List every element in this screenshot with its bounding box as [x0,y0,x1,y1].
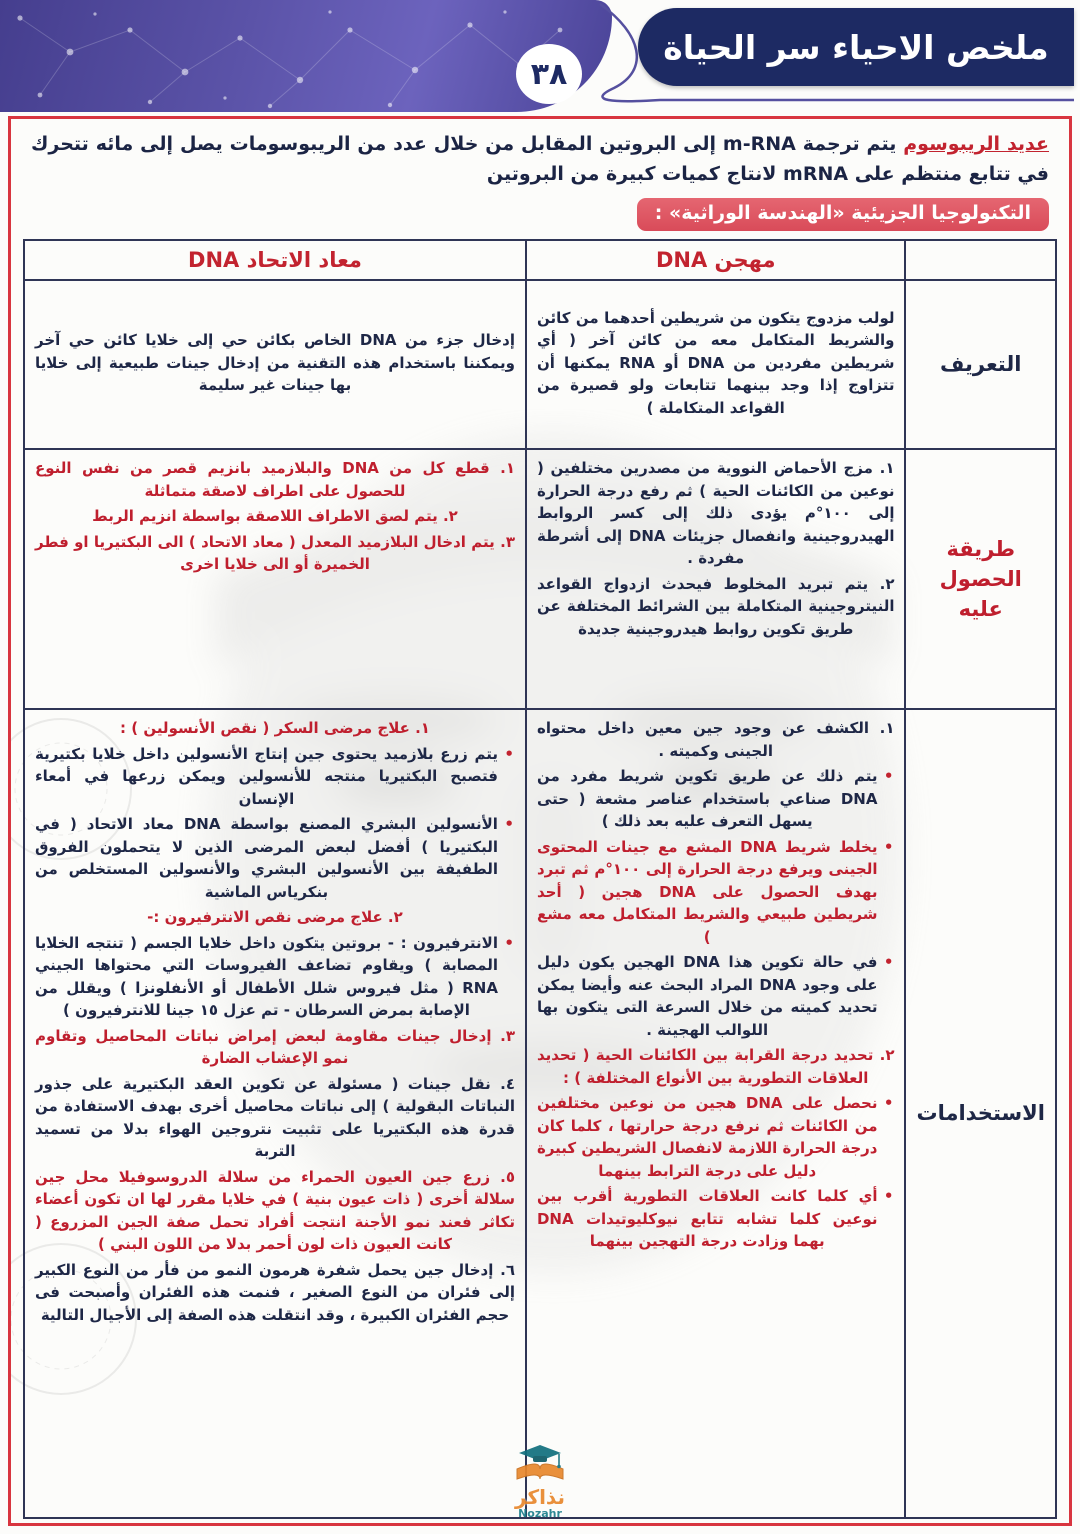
definition-row [24,280,1056,449]
method-hybrid-cell [526,449,906,709]
text-line: ٢. علاج مرضى نقص الانترفيرون :- [147,908,403,927]
text-line: ٢. يتم لصق الاطراف اللاصقة بواسطة انزيم الربط [92,507,458,526]
text-line: ٤. نقل جينات ( مسئولة عن تكوين العقد البكتيرية على جذور النباتات البقولية ) إلى نباتات محاصيل أخرى بهدف الاستفادة من قدرة هذه البكتيريا على تثبيت نتروجين الهواء بدلا من تسميد التربة [35,1074,515,1161]
text-line: • أي كلما كانت العلاقات التطورية أقرب بين نوعين كلما تشابه تتابع نيوكليوتيدات DNA بهما وزادت درجة التهجين بينهما [537,1185,895,1253]
text-line: طريقة الحصول عليه [939,536,1022,622]
intro-text: يتم ترجمة m-RNA إلى البروتين المقابل من خلال عدد من الريبوسومات يصل إلى مائه تتحرك في تتابع منتظم على mRNA لانتاج كميات كبيرة من البروتين [31,133,1049,186]
corner-cell [905,240,1056,280]
definition-hybrid-cell [526,280,906,449]
header-banner-graphic [0,0,612,112]
brand-latin-text: Nozahr [518,1506,562,1520]
text-line: • الأنسولين البشري المصنع بواسطة DNA معاد الاتحاد ( في البكتيريا ) أفضل لبعض المرضى الذين لا يتحملون الفروق الطفيفة بين الأنسولين البشري والأنسولين المستخلص من بنكرياس الماشية [35,813,515,903]
text-line: • يتم ذلك عن طريق تكوين شريط مفرد من DNA صناعي باستخدام عناصر مشعة ( حتى يسهل التعرف عليه بعد ذلك ) [537,765,895,833]
column-header-hybrid-dna: مهجن DNA [526,240,906,280]
brand-arabic-text: نذاكر [515,1484,565,1509]
text-line: ٢. تحديد درجة القرابة بين الكائنات الحية ( تحديد العلاقات التطورية بين الأنواع المختلفة ) : [536,1046,895,1087]
table-header-row [24,240,1056,280]
column-header-recombinant-dna: معاد الاتحاد DNA [24,240,526,280]
title-bar [638,8,1074,86]
text-line: ١. قطع كل من DNA والبلازميد بانزيم قصر من نفس النوع للحصول على اطراف لاصقة متماثلة [35,459,515,500]
row-label-method [905,449,1056,709]
text-line: • يتم زرع بلازميد يحتوى جين إنتاج الأنسولين داخل خلايا بكتيرية فتصبح البكتيريا منتجه للأنسولين ويمكن زرعها في أمعاء الإنسان [35,743,515,811]
page-title: ملخص الاحياء سر الحياة [663,27,1049,67]
row-label-uses [905,709,1056,1518]
method-recombinant-cell [24,449,526,709]
text-line: • في حالة تكوين هذا DNA الهجين يكون دليل على وجود DNA المراد البحث عنه وأيضا يمكن تحديد كميته من خلال السرعة التى يتكون بها اللوالب الهجينة . [537,951,895,1041]
row-label-definition [905,280,1056,449]
text-line: ١. الكشف عن وجود جين معين داخل محتواه الجينى وكميته . [536,719,895,760]
page-number-value: ٣٨ [530,56,568,92]
text-line: ٥. زرع جين العيون الحمراء من سلالة الدروسوفيلا محل جين سلالة أخرى ( ذات عيون بنية ) في خلايا مقرر لها ان تكون أعضاء تكاثر فعند نمو الأجنة انتجت أفراد تحمل صفة الجين المزروع ( كانت العيون ذات لون أحمر بدلا من اللون البني ) [35,1167,515,1254]
method-row [24,449,1056,709]
intro-paragraph [23,127,1057,198]
definition-recombinant-cell [24,280,526,449]
uses-hybrid-cell [526,709,906,1518]
page-number [516,44,582,104]
text-line: ٣. إدخال جينات مقاومة لبعض إمراض نباتات المحاصيل وتقاوم نمو الإعشاب الضارة [35,1026,515,1068]
text-line: • نحصل على DNA هجين من نوعين مختلفين من الكائنات ثم نرفع درجة حرارتها ، كلما كان درجة الحرارة اللازمة لانفصال الشريطين كبيرة دليل على درجة الترابط بينهما [537,1092,895,1182]
text-line: ١. علاج مرضى السكر ( نقص الأنسولين ) : [120,719,430,738]
text-line: ٦. إدخال جين يحمل شفرة هرمون النمو من فأر من النوع الكبير إلى فئران من النوع الصغير ، فنمت هذه الفئران وأصبحت فى حجم الفئران الكبيرة ، وقد انتقلت هذه الصفة إلى الأجيال التالية [35,1260,515,1324]
text-line: ٣. يتم ادخال البلازميد المعدل ( معاد الاتحاد ) الى البكتيريا او فطر الخميرة أو الى خلايا اخرى [35,532,515,574]
badge-row [23,198,1057,239]
uses-recombinant-cell [24,709,526,1518]
page-header [0,0,1080,116]
text-line: ٢. يتم تبريد المخلوط فيحدث ازدواج القواعد النيتروجينية المتكاملة بين الشرائط المختلفة عن طريق تكوين روابط هيدروجينية جديدة [536,574,895,638]
text-line: التعريف [940,352,1022,377]
network-pattern-icon [0,0,612,112]
content-frame [8,116,1072,1526]
text-line: إدخال جزء من DNA الخاص بكائن حي إلى خلايا كائن حي آخر ويمكننا باستخدام هذه التقنية من إدخال جينات طبيعية إلى خلايا بها جينات غير سليمة [35,331,515,395]
topic-badge: التكنولوجيا الجزيئية «الهندسة الوراثية» : [637,198,1049,231]
text-line: • يخلط شريط DNA المشع مع جينات المحتوى الجينى ويرفع درجة الحرارة إلى ١٠٠°م ثم تبرد بهدف الحصول على DNA هجين ( أحد شريطين طبيعي والشريط المتكامل معه مشع ) [537,836,895,949]
uses-row [24,709,1056,1518]
comparison-table [23,239,1057,1519]
text-line: • الانترفيرون : - بروتين يتكون داخل خلايا الجسم ( تنتجه الخلايا المصابة ) ويقاوم تضاعف الفيروسات التي محتواها الجيني RNA ( مثل فيروس شلل الأطفال أو الأنفلونزا ) ويقلل من الإصابة بمرض السرطان - تم عزل ١٥ جينا للانترفيرون ) [35,932,515,1022]
text-line: ١. مزج الأحماض النووية من مصدرين مختلفين ( نوعين من الكائنات الحية ) ثم رفع درجة الحرارة إلى ١٠٠°م يؤدى ذلك إلى كسر الروابط الهيدروجينية وانفصال جزيئات DNA إلى أشرطة مفردة . [536,459,895,568]
intro-highlight: عديد الريبوسوم [903,133,1050,155]
text-line: الاستخدامات [916,1101,1045,1126]
text-line: لولب مزدوج يتكون من شريطين أحدهما من كائن والشريط المتكامل معه من كائن آخر ( أي شريطين مفردين من DNA أو RNA يمكنها أن تتزاوج إذا وجد بينهما تتابعات ولو قصيرة من القواعد المتكاملة ) [536,308,895,417]
